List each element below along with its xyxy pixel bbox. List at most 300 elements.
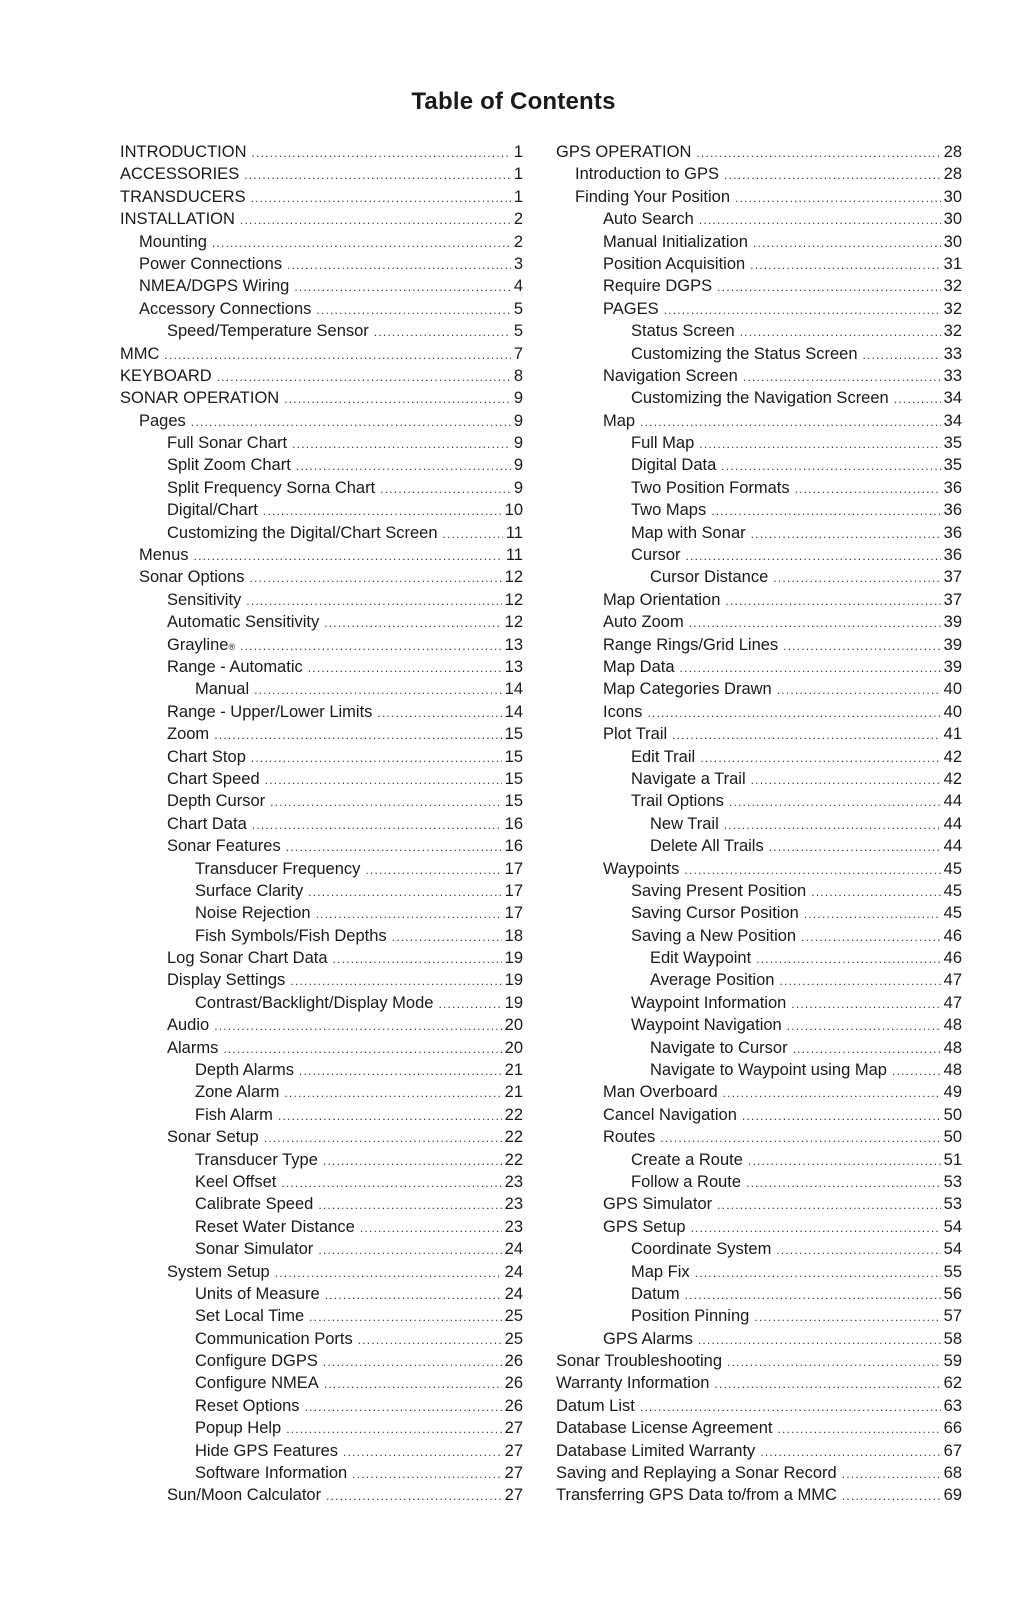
dot-leader [695, 1262, 941, 1284]
dot-leader [323, 1150, 502, 1172]
toc-entry [120, 1440, 523, 1462]
dot-leader [286, 836, 502, 858]
dot-leader [748, 1150, 941, 1172]
toc-entry-page: 3 [513, 254, 523, 273]
toc-entry-label: Calibrate Speed [195, 1195, 314, 1214]
dot-leader [438, 993, 501, 1015]
toc-entry-label: Popup Help [195, 1419, 282, 1438]
toc-entry [556, 880, 962, 902]
dot-leader [640, 411, 941, 433]
dot-leader [443, 523, 503, 545]
toc-entry [120, 925, 523, 947]
toc-entry [556, 163, 962, 185]
toc-entry-label: Edit Waypoint [650, 949, 752, 968]
toc-entry [120, 186, 523, 208]
toc-entry [120, 1484, 523, 1506]
toc-entry-label: Sonar Setup [167, 1128, 259, 1147]
dot-leader [249, 567, 501, 589]
dot-leader [640, 1396, 941, 1418]
dot-leader [275, 1262, 502, 1284]
toc-entry-label: MMC [120, 344, 160, 363]
toc-entry-page: 19 [504, 971, 523, 990]
toc-entry-label: Fish Symbols/Fish Depths [195, 926, 387, 945]
toc-entry-page: 20 [504, 1016, 523, 1035]
toc-entry-page: 27 [504, 1464, 523, 1483]
page-title: Table of Contents [411, 88, 616, 115]
toc-entry-label: Man Overboard [603, 1083, 718, 1102]
toc-entry [120, 947, 523, 969]
toc-entry [120, 1037, 523, 1059]
toc-entry-label: Chart Speed [167, 769, 260, 788]
toc-entry-label: GPS Alarms [603, 1329, 693, 1348]
dot-leader [343, 1441, 502, 1463]
dot-leader [783, 635, 940, 657]
toc-entry [120, 1216, 523, 1238]
dot-leader [787, 1015, 941, 1037]
toc-entry-page: 45 [943, 859, 962, 878]
toc-entry [120, 1171, 523, 1193]
toc-entry [120, 275, 523, 297]
dot-leader [316, 903, 502, 925]
toc-entry-label: Digital/Chart [167, 501, 258, 520]
toc-entry-page: 15 [504, 747, 523, 766]
dot-leader [735, 187, 941, 209]
dot-leader [299, 1060, 502, 1082]
toc-entry-page: 36 [943, 478, 962, 497]
toc-entry-label: Fish Alarm [195, 1105, 273, 1124]
dot-leader [756, 948, 940, 970]
toc-entry-label: Keel Offset [195, 1172, 277, 1191]
toc-entry-page: 30 [943, 210, 962, 229]
toc-entry-label: Sonar Troubleshooting [556, 1352, 723, 1371]
toc-entry [556, 544, 962, 566]
toc-entry [556, 477, 962, 499]
toc-entry [120, 589, 523, 611]
toc-entry-page: 39 [943, 635, 962, 654]
toc-entry-page: 63 [943, 1396, 962, 1415]
toc-entry [120, 477, 523, 499]
toc-entry [556, 902, 962, 924]
toc-entry [120, 1462, 523, 1484]
toc-entry-label: Set Local Time [195, 1307, 305, 1326]
toc-entry-label: Sonar Options [139, 568, 245, 587]
toc-entry-label: Create a Route [631, 1150, 743, 1169]
toc-entry-page: 15 [504, 769, 523, 788]
toc-entry-page: 32 [943, 277, 962, 296]
toc-entry-page: 12 [504, 590, 523, 609]
toc-entry-page: 17 [504, 859, 523, 878]
toc-entry-label: Saving and Replaying a Sonar Record [556, 1464, 837, 1483]
toc-entry-page: 54 [943, 1240, 962, 1259]
toc-entry [120, 1014, 523, 1036]
toc-entry-label: Navigate to Waypoint using Map [650, 1061, 887, 1080]
toc-entry [120, 343, 523, 365]
toc-entry-label: SONAR OPERATION [120, 389, 280, 408]
toc-entry [556, 1440, 962, 1462]
toc-entry [120, 678, 523, 700]
toc-entry [120, 835, 523, 857]
toc-entry-page: 28 [943, 165, 962, 184]
toc-entry-label: NMEA/DGPS Wiring [139, 277, 290, 296]
toc-entry [556, 701, 962, 723]
dot-leader [251, 747, 502, 769]
toc-entry [120, 1305, 523, 1327]
toc-entry [120, 410, 523, 432]
dot-leader [377, 702, 501, 724]
toc-entry [556, 186, 962, 208]
dot-leader [191, 411, 511, 433]
toc-entry-page: 9 [513, 411, 523, 430]
toc-entry-label: Reset Water Distance [195, 1217, 355, 1236]
toc-entry [556, 746, 962, 768]
toc-entry [120, 298, 523, 320]
toc-entry-page: 45 [943, 881, 962, 900]
toc-entry-label: Manual [195, 680, 250, 699]
dot-leader [324, 612, 501, 634]
toc-entry [556, 969, 962, 991]
toc-entry-page: 18 [504, 926, 523, 945]
dot-leader [281, 1172, 501, 1194]
toc-entry-page: 19 [504, 949, 523, 968]
toc-entry [556, 1126, 962, 1148]
toc-entry-page: 47 [943, 971, 962, 990]
toc-entry-page: 26 [504, 1396, 523, 1415]
toc-entry-page: 39 [943, 657, 962, 676]
dot-leader [647, 702, 940, 724]
toc-entry [120, 969, 523, 991]
toc-entry-page: 15 [504, 725, 523, 744]
dot-leader [214, 724, 501, 746]
dot-leader [358, 1329, 502, 1351]
toc-entry-page: 25 [504, 1307, 523, 1326]
toc-entry [556, 1104, 962, 1126]
toc-entry-page: 23 [504, 1217, 523, 1236]
toc-entry-label: Hide GPS Features [195, 1441, 339, 1460]
toc-entry-label: Icons [603, 702, 643, 721]
toc-entry-label: Trail Options [631, 792, 724, 811]
dot-leader [308, 881, 501, 903]
toc-entry [556, 589, 962, 611]
toc-entry-label: Mounting [139, 232, 207, 251]
toc-entry [556, 1193, 962, 1215]
toc-entry [120, 992, 523, 1014]
toc-entry [556, 1081, 962, 1103]
dot-leader [214, 1015, 501, 1037]
toc-entry-page: 44 [943, 792, 962, 811]
toc-entry-label: GPS Setup [603, 1217, 686, 1236]
toc-entry-label: Auto Search [603, 210, 694, 229]
dot-leader [724, 814, 941, 836]
toc-entry [120, 813, 523, 835]
toc-entry-label: Sensitivity [167, 590, 242, 609]
toc-entry-page: 27 [504, 1441, 523, 1460]
toc-entry-label: Contrast/Backlight/Display Mode [195, 993, 434, 1012]
dot-leader [751, 523, 941, 545]
toc-entry [556, 1350, 962, 1372]
toc-entry-label: Zone Alarm [195, 1083, 280, 1102]
toc-entry [556, 768, 962, 790]
toc-entry [556, 499, 962, 521]
toc-entry-label: Waypoint Navigation [631, 1016, 782, 1035]
toc-entry [556, 611, 962, 633]
dot-leader [251, 187, 511, 209]
toc-entry-page: 59 [943, 1352, 962, 1371]
toc-entry [120, 522, 523, 544]
dot-leader [292, 433, 511, 455]
dot-leader [769, 836, 941, 858]
toc-entry [556, 1014, 962, 1036]
dot-leader [714, 1373, 940, 1395]
toc-entry-page: 2 [513, 232, 523, 251]
toc-entry-label: Waypoint Information [631, 993, 787, 1012]
toc-entry-label: Range - Upper/Lower Limits [167, 702, 373, 721]
toc-entry-page: 42 [943, 747, 962, 766]
dot-leader [892, 1060, 941, 1082]
toc-entry-label: GPS Simulator [603, 1195, 713, 1214]
toc-entry [120, 141, 523, 163]
dot-leader [795, 478, 941, 500]
toc-entry-page: 13 [504, 635, 523, 654]
toc-entry-label: Introduction to GPS [575, 165, 719, 184]
toc-entry-label: Auto Zoom [603, 613, 684, 632]
toc-entry-page: 11 [505, 523, 523, 542]
dot-leader [699, 209, 941, 231]
dot-leader [316, 299, 510, 321]
toc-entry [556, 1149, 962, 1171]
toc-entry-page: 24 [504, 1262, 523, 1281]
toc-entry-page: 45 [943, 904, 962, 923]
dot-leader [212, 232, 511, 254]
toc-entry-label: Automatic Sensitivity [167, 613, 320, 632]
dot-leader [724, 164, 941, 186]
toc-entry [120, 858, 523, 880]
toc-entry-label: Communication Ports [195, 1329, 353, 1348]
toc-entry [120, 723, 523, 745]
dot-leader [754, 1306, 940, 1328]
toc-entry-page: 21 [504, 1083, 523, 1102]
dot-leader [324, 1373, 502, 1395]
toc-entry [120, 880, 523, 902]
toc-entry-label: Manual Initialization [603, 232, 748, 251]
toc-entry [120, 1417, 523, 1439]
toc-entry-page: 33 [943, 366, 962, 385]
toc-entry-page: 53 [943, 1172, 962, 1191]
toc-entry [120, 768, 523, 790]
toc-entry-label: Configure DGPS [195, 1352, 318, 1371]
dot-leader [773, 567, 940, 589]
toc-entry-label: Configure NMEA [195, 1374, 319, 1393]
toc-entry-page: 51 [943, 1150, 962, 1169]
toc-entry [556, 208, 962, 230]
toc-entry-label: TRANSDUCERS [120, 187, 246, 206]
dot-leader [691, 1217, 941, 1239]
dot-leader [700, 747, 940, 769]
toc-entry-page: 48 [943, 1061, 962, 1080]
toc-entry-label: Map Orientation [603, 590, 721, 609]
toc-entry [120, 544, 523, 566]
toc-entry-label: Datum [631, 1284, 680, 1303]
toc-entry-label: INSTALLATION [120, 210, 235, 229]
toc-entry-page: 62 [943, 1374, 962, 1393]
dot-leader [721, 455, 940, 477]
toc-entry-page: 46 [943, 926, 962, 945]
toc-entry-page: 14 [504, 702, 523, 721]
toc-entry [120, 1193, 523, 1215]
dot-leader [753, 232, 941, 254]
toc-entry-page: 33 [943, 344, 962, 363]
toc-entry-page: 37 [943, 590, 962, 609]
toc-entry-label: Digital Data [631, 456, 717, 475]
toc-entry [556, 275, 962, 297]
toc-entry [556, 387, 962, 409]
toc-entry-page: 36 [943, 523, 962, 542]
dot-leader [779, 970, 940, 992]
toc-entry-page: 41 [943, 725, 962, 744]
dot-leader [842, 1463, 941, 1485]
toc-entry [120, 790, 523, 812]
dot-leader [360, 1217, 502, 1239]
toc-entry-label: Delete All Trails [650, 837, 764, 856]
toc-entry-label: Database License Agreement [556, 1419, 773, 1438]
dot-leader [685, 1284, 941, 1306]
dot-leader [252, 814, 502, 836]
dot-leader [308, 657, 502, 679]
toc-entry [120, 320, 523, 342]
toc-entry-label: Grayline [167, 635, 229, 654]
toc-entry-page: 69 [943, 1486, 962, 1505]
toc-entry-page: 9 [513, 389, 523, 408]
toc-entry-label: Saving Present Position [631, 881, 807, 900]
toc-entry-label: Position Pinning [631, 1307, 750, 1326]
toc-entry-label: Display Settings [167, 971, 286, 990]
toc-entry [120, 701, 523, 723]
toc-entry-label: INTRODUCTION [120, 143, 247, 161]
toc-entry-page: 30 [943, 232, 962, 251]
toc-entry [120, 1395, 523, 1417]
toc-entry [556, 1238, 962, 1260]
toc-entry-page: 35 [943, 456, 962, 475]
dot-leader [290, 970, 501, 992]
dot-leader [684, 859, 940, 881]
dot-leader [777, 679, 941, 701]
toc-entry [556, 320, 962, 342]
toc-entry-page: 50 [943, 1128, 962, 1147]
toc-entry-page: 9 [513, 478, 523, 497]
toc-entry [556, 1216, 962, 1238]
toc-entry-label: Chart Data [167, 814, 247, 833]
toc-entry-page: 27 [504, 1486, 523, 1505]
dot-leader [777, 1418, 940, 1440]
toc-entry-label: Coordinate System [631, 1240, 772, 1259]
toc-entry-page: 25 [504, 1329, 523, 1348]
toc-entry [556, 566, 962, 588]
toc-entry-label: PAGES [603, 299, 659, 318]
toc-entry-label: GPS OPERATION [556, 143, 692, 161]
toc-entry-label: Cursor Distance [650, 568, 769, 587]
toc-entry-page: 17 [504, 904, 523, 923]
toc-entry-label: Pages [139, 411, 186, 430]
toc-entry-label: Map Fix [631, 1262, 690, 1281]
toc-entry-page: 40 [943, 702, 962, 721]
dot-leader [284, 1082, 501, 1104]
toc-entry-label: Cursor [631, 546, 681, 565]
toc-entry-label: Map with Sonar [631, 523, 746, 542]
toc-entry-label: Two Maps [631, 501, 707, 520]
toc-entry-label: Full Map [631, 434, 695, 453]
dot-leader [793, 1038, 941, 1060]
toc-entry [556, 298, 962, 320]
toc-entry-page: 47 [943, 993, 962, 1012]
dot-leader [380, 478, 511, 500]
toc-entry-label: Customizing the Status Screen [631, 344, 858, 363]
dot-leader [240, 209, 511, 231]
dot-leader [740, 321, 941, 343]
toc-entry-label: Audio [167, 1016, 210, 1035]
toc-entry-label: Saving Cursor Position [631, 904, 799, 923]
toc-entry-page: 50 [943, 1105, 962, 1124]
toc-entry-label: Navigation Screen [603, 366, 738, 385]
toc-entry [120, 1328, 523, 1350]
toc-entry-page: 44 [943, 837, 962, 856]
toc-entry-label: Finding Your Position [575, 187, 731, 206]
toc-entry-label: Require DGPS [603, 277, 713, 296]
toc-entry [120, 902, 523, 924]
dot-leader [672, 724, 940, 746]
toc-entry-label: Navigate a Trail [631, 769, 746, 788]
toc-entry [556, 858, 962, 880]
toc-entry-page: 4 [513, 277, 523, 296]
toc-entry-label: Range - Automatic [167, 657, 303, 676]
dot-leader [842, 1485, 941, 1507]
toc-entry-page: 22 [504, 1150, 523, 1169]
dot-leader [374, 321, 511, 343]
toc-entry-label: Depth Cursor [167, 792, 266, 811]
toc-entry-label: Sun/Moon Calculator [167, 1486, 322, 1505]
toc-entry [556, 432, 962, 454]
toc-entry-page: 7 [513, 344, 523, 363]
dot-leader [894, 388, 941, 410]
toc-entry [120, 208, 523, 230]
dot-leader [746, 1172, 941, 1194]
toc-entry-label: Software Information [195, 1464, 348, 1483]
dot-leader [791, 993, 940, 1015]
toc-entry [556, 141, 962, 163]
toc-entry [120, 231, 523, 253]
toc-entry [556, 454, 962, 476]
dot-leader [711, 500, 940, 522]
toc-entry-page: 27 [504, 1419, 523, 1438]
dot-leader [392, 926, 502, 948]
toc-entry-page: 22 [504, 1105, 523, 1124]
toc-entry-label: Saving a New Position [631, 926, 797, 945]
dot-leader [760, 1441, 940, 1463]
toc-entry-page: 46 [943, 949, 962, 968]
dot-leader [217, 366, 511, 388]
toc-entry [120, 656, 523, 678]
toc-entry-label: Full Sonar Chart [167, 434, 288, 453]
toc-entry [120, 499, 523, 521]
toc-entry-page: 67 [943, 1441, 962, 1460]
dot-leader [318, 1194, 501, 1216]
toc-entry-label: Warranty Information [556, 1374, 710, 1393]
toc-entry-label: Noise Rejection [195, 904, 311, 923]
dot-leader [305, 1396, 502, 1418]
toc-entry-label: Chart Stop [167, 747, 246, 766]
toc-entry-page: 9 [513, 434, 523, 453]
toc-entry [556, 790, 962, 812]
toc-entry [556, 253, 962, 275]
toc-entry-page: 1 [513, 143, 523, 161]
